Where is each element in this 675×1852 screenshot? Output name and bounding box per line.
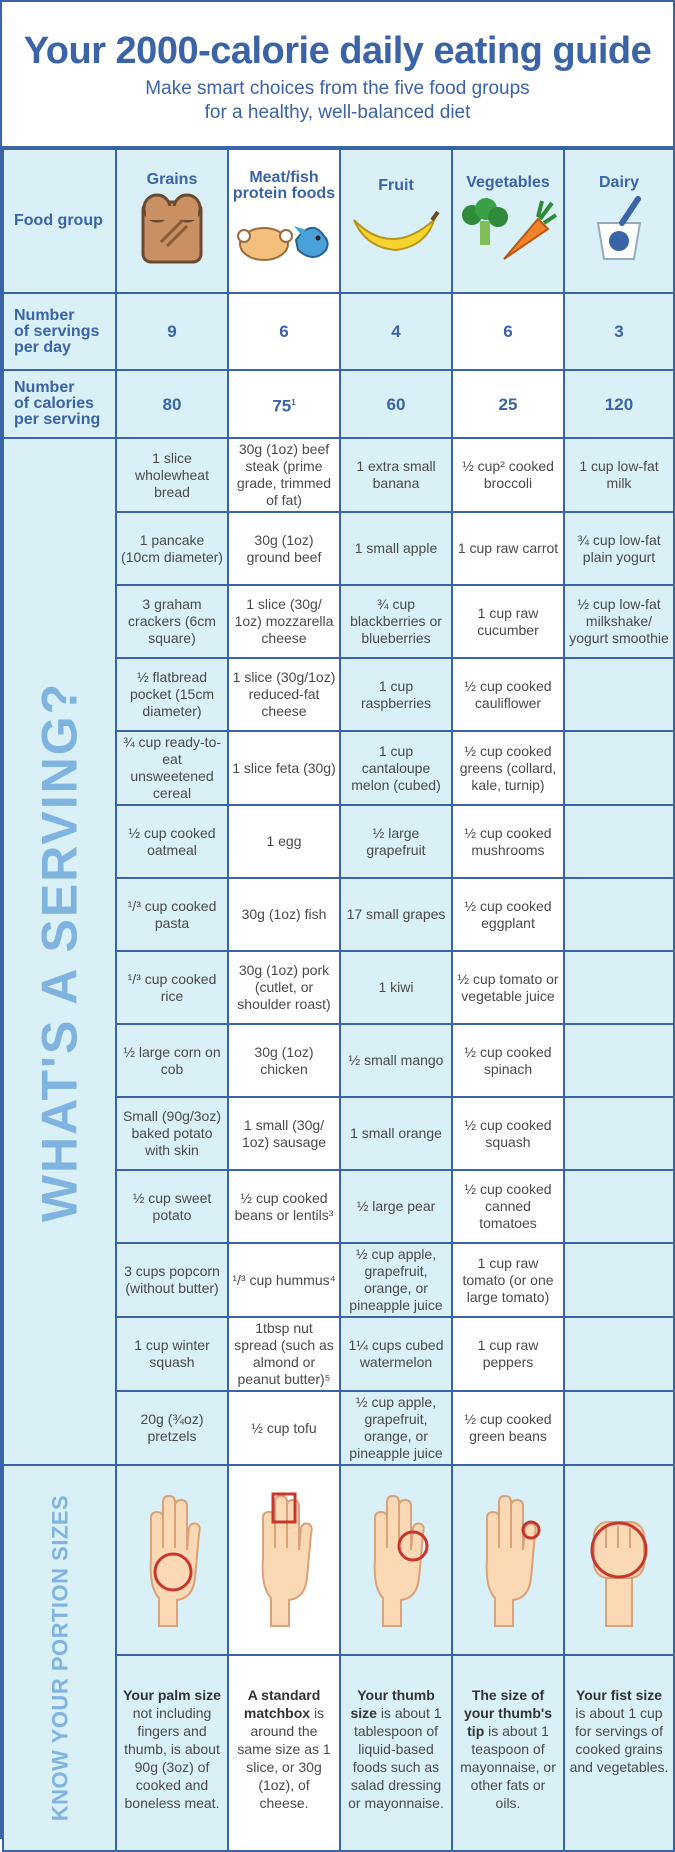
grains-serving-cell: 1 cup winter squash	[116, 1317, 228, 1391]
grains-serving-cell: 20g (¾oz) pretzels	[116, 1391, 228, 1465]
vegetables-serving-cell: ½ cup cooked green beans	[452, 1391, 564, 1465]
vegetables-serving-cell: ½ cup cooked squash	[452, 1097, 564, 1170]
fruit-serving-cell: 1 cup cantaloupe melon (cubed)	[340, 731, 452, 805]
thumb-tip-illustration	[452, 1465, 564, 1655]
dairy-serving-cell	[564, 1243, 674, 1317]
page-title: Your 2000-calorie daily eating guide	[23, 30, 652, 72]
matchbox-description: A standard matchbox is around the same size as 1 slice, or 30g (1oz), of cheese.	[228, 1655, 340, 1851]
grains-serving-cell: ½ large corn on cob	[116, 1024, 228, 1097]
dairy-serving-cell	[564, 658, 674, 731]
vegetables-calories: 25	[452, 370, 564, 438]
calories-row	[3, 370, 674, 438]
meat-serving-cell: 1 slice (30g/1oz) reduced-fat cheese	[228, 658, 340, 731]
vegetables-serving-cell: 1 cup raw carrot	[452, 512, 564, 585]
meat-serving-cell: ½ cup tofu	[228, 1391, 340, 1465]
dairy-servings: 3	[564, 293, 674, 370]
fruit-serving-cell: 1 extra small banana	[340, 438, 452, 512]
vegetables-serving-cell: ½ cup cooked spinach	[452, 1024, 564, 1097]
fist-description: Your fist size is about 1 cup for servings of cooked grains and vegetables.	[564, 1655, 674, 1851]
grains-serving-cell: 1 slice wholewheat bread	[116, 438, 228, 512]
vegetables-header: Vegetables	[452, 149, 564, 293]
fist-illustration	[564, 1465, 674, 1655]
vegetables-serving-cell: ½ cup cooked canned tomatoes	[452, 1170, 564, 1243]
grains-serving-cell: Small (90g/3oz) baked potato with skin	[116, 1097, 228, 1170]
meat-serving-cell: 30g (1oz) fish	[228, 878, 340, 951]
fruit-serving-cell: 1¼ cups cubed watermelon	[340, 1317, 452, 1391]
fruit-serving-cell: ½ small mango	[340, 1024, 452, 1097]
vegetables-serving-cell: 1 cup raw peppers	[452, 1317, 564, 1391]
subtitle: Make smart choices from the five food groups for a healthy, well-balanced diet	[145, 78, 530, 123]
dairy-serving-cell	[564, 878, 674, 951]
meat-servings: 6	[228, 293, 340, 370]
portion-illustration-row	[3, 1465, 674, 1655]
yogurt-icon	[584, 195, 654, 263]
meat-serving-cell: 30g (1oz) ground beef	[228, 512, 340, 585]
palm-illustration	[116, 1465, 228, 1655]
meat-calories: $75^1$	[228, 370, 340, 438]
meat-serving-cell: ¹/³ cup hummus⁴	[228, 1243, 340, 1317]
fruit-serving-cell: ½ cup apple, grapefruit, orange, or pineapple juice	[340, 1243, 452, 1317]
dairy-serving-cell	[564, 805, 674, 878]
meat-serving-cell: 1 egg	[228, 805, 340, 878]
meat-serving-cell: 1 small (30g/ 1oz) sausage	[228, 1097, 340, 1170]
broccoli-carrot-icon	[458, 195, 558, 263]
grains-serving-cell: ¾ cup ready-to-eat unsweetened cereal	[116, 731, 228, 805]
dairy-header: Dairy	[564, 149, 674, 293]
meat-serving-cell: 1 slice (30g/ 1oz) mozzarella cheese	[228, 585, 340, 658]
vegetables-serving-cell: ½ cup cooked greens (collard, kale, turnip)	[452, 731, 564, 805]
meat-serving-cell: 30g (1oz) beef steak (prime grade, trimmed of fat)	[228, 438, 340, 512]
fruit-serving-cell: 1 cup raspberries	[340, 658, 452, 731]
serving-rows	[3, 438, 674, 1465]
meat-serving-cell: 30g (1oz) pork (cutlet, or shoulder roast)	[228, 951, 340, 1024]
grains-serving-cell: 3 graham crackers (6cm square)	[116, 585, 228, 658]
fruit-serving-cell: ½ large pear	[340, 1170, 452, 1243]
matchbox-illustration	[228, 1465, 340, 1655]
fruit-serving-cell: ½ cup apple, grapefruit, orange, or pineapple juice	[340, 1391, 452, 1465]
matchbox-hand-icon	[249, 1488, 319, 1628]
dairy-calories: 120	[564, 370, 674, 438]
food-group-row	[3, 149, 674, 293]
grains-serving-cell: ½ flatbread pocket (15cm diameter)	[116, 658, 228, 731]
grains-serving-cell: 3 cups popcorn (without butter)	[116, 1243, 228, 1317]
grains-serving-cell: ¹/³ cup cooked pasta	[116, 878, 228, 951]
fruit-serving-cell: 1 small orange	[340, 1097, 452, 1170]
grains-serving-cell: ½ cup sweet potato	[116, 1170, 228, 1243]
servings-label: Number of servings per day	[3, 293, 116, 370]
fruit-serving-cell: 1 kiwi	[340, 951, 452, 1024]
whats-a-serving-side-label: WHAT'S A SERVING?	[3, 438, 116, 1465]
header	[2, 2, 673, 148]
palm-hand-icon	[137, 1488, 207, 1628]
thumb-tip-hand-icon	[473, 1488, 543, 1628]
grains-serving-cell: ¹/³ cup cooked rice	[116, 951, 228, 1024]
vegetables-serving-cell: ½ cup cooked cauliflower	[452, 658, 564, 731]
grains-serving-cell: ½ cup cooked oatmeal	[116, 805, 228, 878]
fist-icon	[584, 1488, 654, 1628]
meat-serving-cell: 30g (1oz) chicken	[228, 1024, 340, 1097]
dairy-serving-cell	[564, 1024, 674, 1097]
fruit-header: Fruit	[340, 149, 452, 293]
fruit-serving-cell: 1 small apple	[340, 512, 452, 585]
dairy-serving-cell	[564, 731, 674, 805]
meat-fish-header: Meat/fish protein foods	[228, 149, 340, 293]
dairy-serving-cell	[564, 1097, 674, 1170]
servings-row	[3, 293, 674, 370]
dairy-serving-cell	[564, 951, 674, 1024]
thumb-tip-description: The size of your thumb's tip is about 1 teaspoon of mayonnaise, or other fats or oils.	[452, 1655, 564, 1851]
food-group-label: Food group	[3, 149, 116, 293]
fruit-servings: 4	[340, 293, 452, 370]
grains-servings: 9	[116, 293, 228, 370]
banana-icon	[346, 198, 446, 260]
thumb-hand-icon	[361, 1488, 431, 1628]
meat-serving-cell: 1tbsp nut spread (such as almond or peanut butter)⁵	[228, 1317, 340, 1391]
vegetables-serving-cell: ½ cup cooked mushrooms	[452, 805, 564, 878]
chicken-fish-icon	[234, 206, 334, 268]
dairy-serving-cell: ½ cup low-fat milkshake/ yogurt smoothie	[564, 585, 674, 658]
dairy-serving-cell: 1 cup low-fat milk	[564, 438, 674, 512]
vegetables-servings: 6	[452, 293, 564, 370]
vegetables-serving-cell: ½ cup tomato or vegetable juice	[452, 951, 564, 1024]
vegetables-serving-cell: ½ cup cooked eggplant	[452, 878, 564, 951]
meat-serving-cell: ½ cup cooked beans or lentils³	[228, 1170, 340, 1243]
vegetables-serving-cell: 1 cup raw cucumber	[452, 585, 564, 658]
grains-serving-cell: 1 pancake (10cm diameter)	[116, 512, 228, 585]
guide-table	[2, 148, 673, 1852]
bread-icon	[137, 192, 207, 266]
vegetables-serving-cell: 1 cup raw tomato (or one large tomato)	[452, 1243, 564, 1317]
serving-row	[3, 438, 674, 512]
fruit-serving-cell: ¾ cup blackberries or blueberries	[340, 585, 452, 658]
dairy-serving-cell: ¾ cup low-fat plain yogurt	[564, 512, 674, 585]
dairy-serving-cell	[564, 1391, 674, 1465]
calories-label: Number of calories per serving	[3, 370, 116, 438]
dairy-serving-cell	[564, 1317, 674, 1391]
palm-description: Your palm size not including fingers and thumb, is about 90g (3oz) of cooked and boneless meat.	[116, 1655, 228, 1851]
grains-header: Grains	[116, 149, 228, 293]
vegetables-serving-cell: ½ cup² cooked broccoli	[452, 438, 564, 512]
fruit-serving-cell: 17 small grapes	[340, 878, 452, 951]
meat-serving-cell: 1 slice feta (30g)	[228, 731, 340, 805]
fruit-serving-cell: ½ large grapefruit	[340, 805, 452, 878]
portion-sizes-side-label: KNOW YOUR PORTION SIZES	[3, 1465, 116, 1851]
fruit-calories: 60	[340, 370, 452, 438]
thumb-description: Your thumb size is about 1 tablespoon of liquid-based foods such as salad dressing or mayonnaise.	[340, 1655, 452, 1851]
grains-calories: 80	[116, 370, 228, 438]
thumb-illustration	[340, 1465, 452, 1655]
dairy-serving-cell	[564, 1170, 674, 1243]
